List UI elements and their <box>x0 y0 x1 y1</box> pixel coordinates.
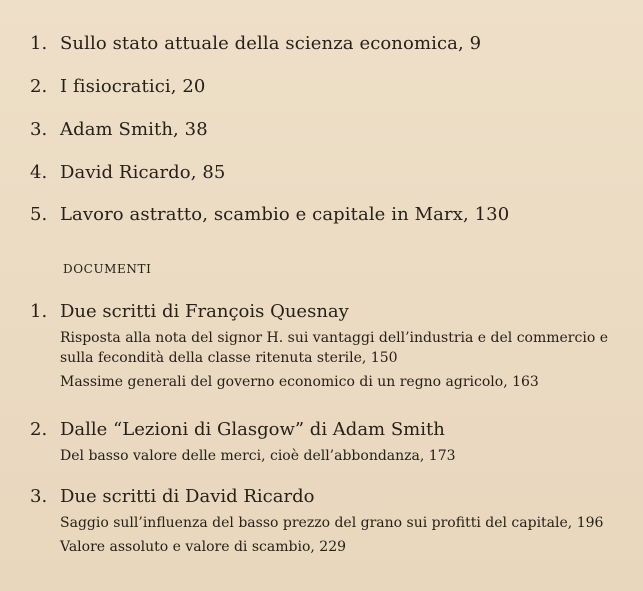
document-group-title <box>30 486 630 507</box>
document-entry: Risposta alla nota del signor H. sui vantaggi dell’industria e del commercio e sulla fecondità della classe ritenuta sterile, 150 <box>60 330 608 366</box>
toc-item-title: I fisiocratici, 20 <box>60 76 206 97</box>
document-entry: Del basso valore delle merci, cioè dell’abbondanza, 173 <box>60 448 456 464</box>
document-entry: Massime generali del governo economico di un regno agricolo, 163 <box>60 374 539 390</box>
toc-item-number: 3. <box>30 119 48 140</box>
toc-item <box>30 119 208 140</box>
toc-item-number: 1. <box>30 33 48 54</box>
document-group-title <box>30 419 630 440</box>
toc-item-number: 4. <box>30 162 48 183</box>
toc-item-title: Lavoro astratto, scambio e capitale in Marx, 130 <box>60 204 510 225</box>
document-group-title-text: Dalle “Lezioni di Glasgow” di Adam Smith <box>60 419 445 440</box>
toc-item <box>30 76 205 97</box>
document-group <box>30 486 630 557</box>
document-group-title-text: Due scritti di David Ricardo <box>60 486 315 507</box>
toc-item-title: David Ricardo, 85 <box>60 162 226 183</box>
document-group-title-text: Due scritti di François Quesnay <box>60 301 349 322</box>
toc-item-title: Adam Smith, 38 <box>60 119 208 140</box>
document-group-title <box>30 301 630 322</box>
toc-item <box>30 33 481 54</box>
document-group <box>30 301 630 392</box>
toc-item-title: Sullo stato attuale della scienza economica, 9 <box>60 33 482 54</box>
toc-item <box>30 162 225 183</box>
toc-item <box>30 204 509 225</box>
document-entry: Valore assoluto e valore di scambio, 229 <box>60 539 347 555</box>
document-entry: Saggio sull’influenza del basso prezzo del grano sui profitti del capitale, 196 <box>60 515 604 531</box>
toc-item-number: 2. <box>30 76 48 97</box>
document-group-number: 1. <box>30 301 48 322</box>
document-group-number: 2. <box>30 419 48 440</box>
toc-item-number: 5. <box>30 204 48 225</box>
document-group <box>30 419 630 466</box>
documents-heading: DOCUMENTI <box>63 262 152 276</box>
document-group-number: 3. <box>30 486 48 507</box>
